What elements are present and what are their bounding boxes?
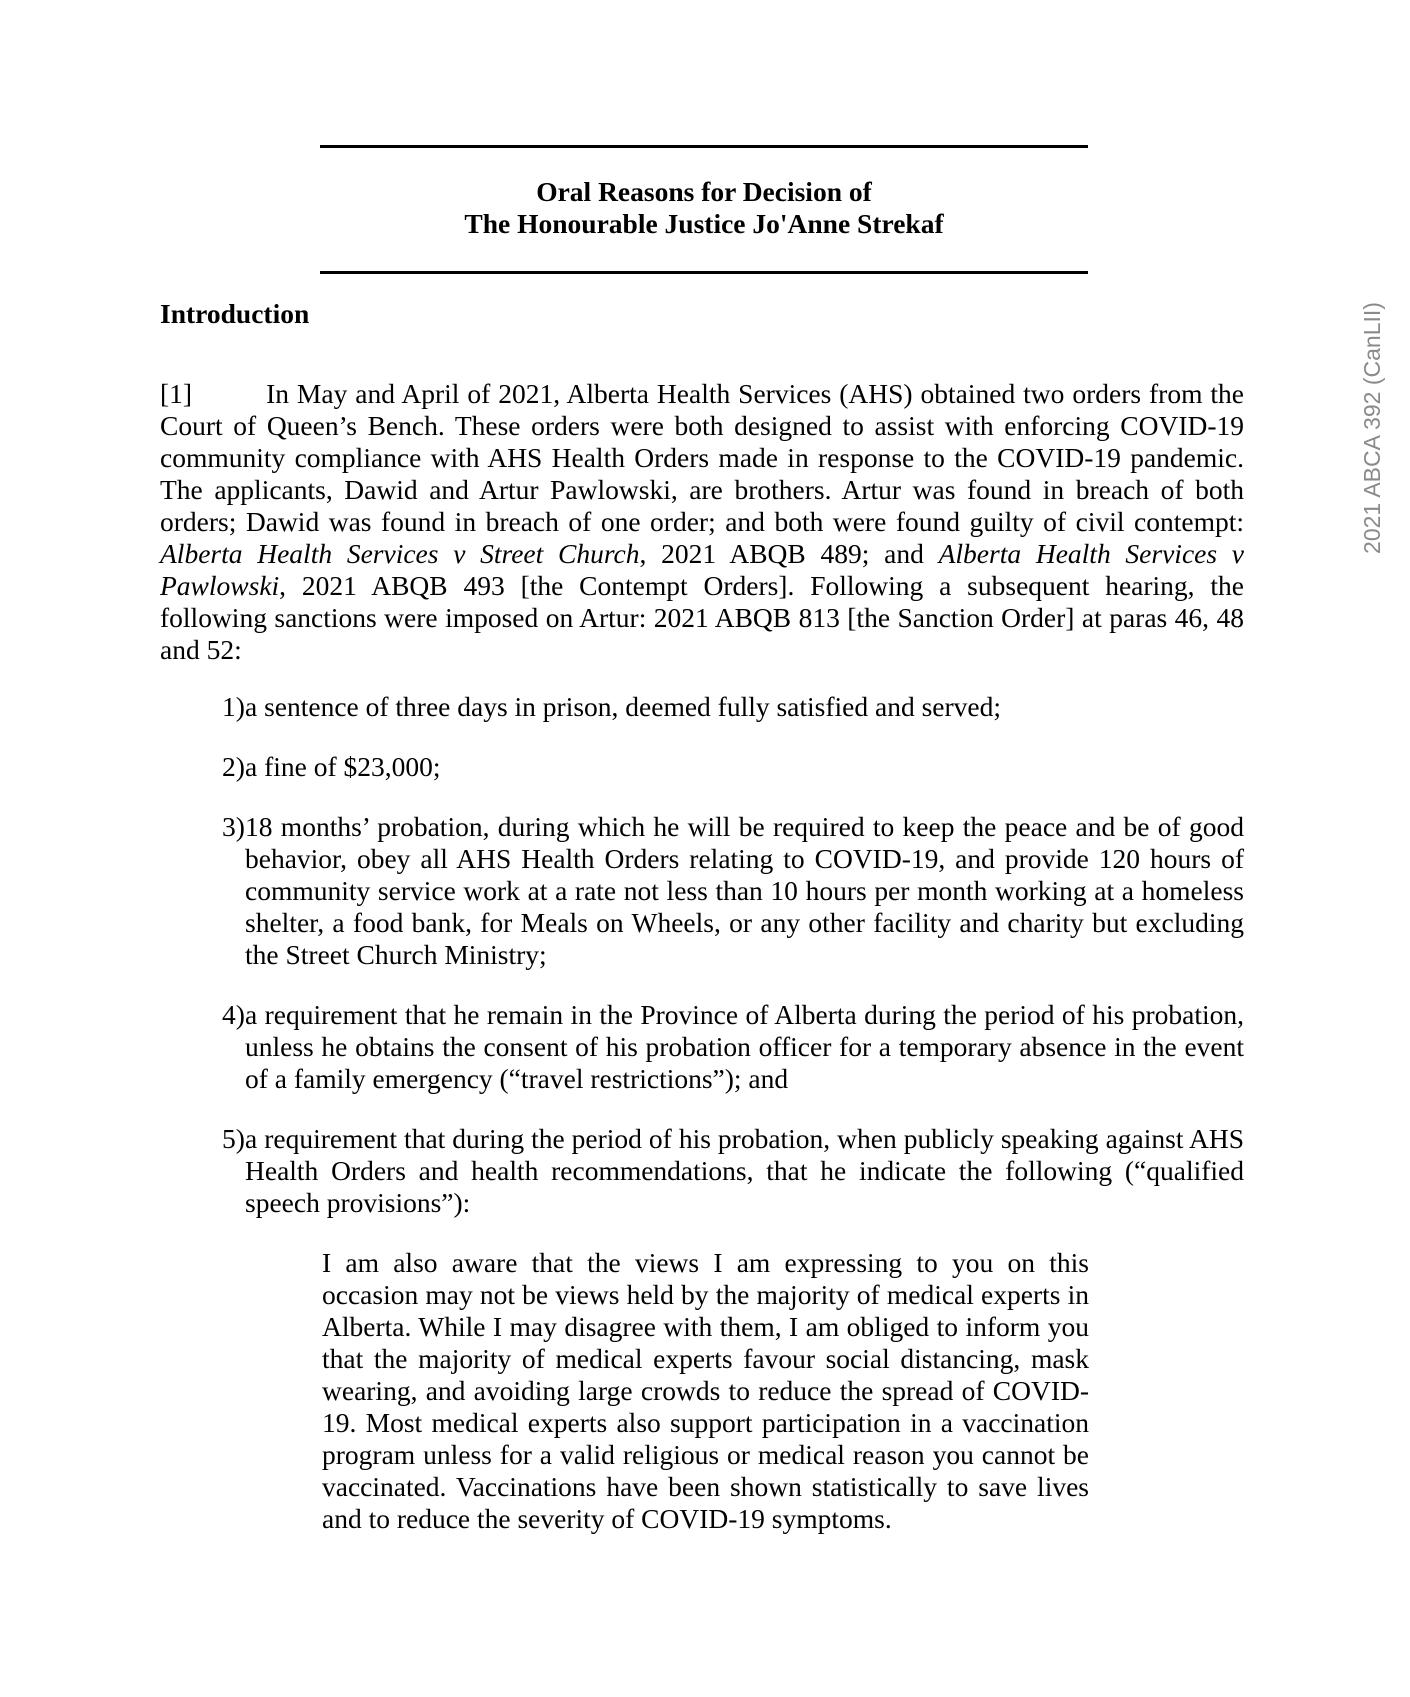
title-line-2: The Honourable Justice Jo'Anne Strekaf [464,208,944,239]
paragraph-number: [1] [160,378,193,409]
sanction-item [222,691,1244,723]
paragraph-text-run: , 2021 ABQB 493 [the Contempt Orders]. Following a subsequent hearing, the following sanctions were imposed on Artur: 2021 ABQB 813 [the Sanction Order] at paras 46, 48 and 52: [160,570,1244,665]
paragraph-text-run: In May and April of 2021, Alberta Health Services (AHS) obtained two orders from the Court of Queen’s Bench. These orders were both designed to assist with enforcing COVID-19 community compliance with AHS Health Orders made in response to the COVID-19 pandemic. The applicants, Dawid and Artur Pawlowski, are brothers. Artur was found in breach of both orders; Dawid was found in breach of one order; and both were found guilty of civil contempt: [160,378,1244,537]
canlii-citation-sidebar: 2021 ABCA 392 (CanLII) [1359,302,1385,554]
case-citation-italic: Alberta Health Services v Street Church [160,538,640,569]
case-citation-italic: Alberta Health Services v Pawlowski [160,538,1245,601]
sanction-item-text: a requirement that he remain in the Province of Alberta during the period of his probation, unless he obtains the consent of his probation officer for a temporary absence in the event of a family emergency (“travel restrictions”); and [245,999,1244,1094]
paragraph-1-text [160,378,1244,665]
sanction-item-text: a sentence of three days in prison, deemed fully satisfied and served; [245,691,1001,722]
sanction-item-number: 2) [222,751,245,782]
sanction-item-number: 5) [222,1123,245,1154]
sanction-item-number: 1) [222,691,245,722]
sanction-item-text: a requirement that during the period of his probation, when publicly speaking against AHS Health Orders and health recommendations, that he indicate the following (“qualified speech provisions”): [245,1123,1244,1218]
header-rule-bottom [320,271,1088,274]
document-body [160,378,1244,1535]
paragraph-text-run: , 2021 ABQB 489; and [639,538,939,569]
sanction-item [222,751,1244,783]
decision-header [320,145,1088,274]
sanctions-list [160,691,1244,1219]
sanction-item [222,1123,1244,1219]
decision-title [320,148,1088,271]
paragraph-1 [160,378,1244,666]
sanction-item-number: 4) [222,999,245,1030]
sanction-item [222,999,1244,1095]
title-line-1: Oral Reasons for Decision of [536,176,872,207]
sanction-item [222,811,1244,971]
sanction-item-text: 18 months’ probation, during which he will be required to keep the peace and be of good behavior, obey all AHS Health Orders relating to COVID-19, and provide 120 hours of community service work at a rate not less than 10 hours per month working at a homeless shelter, a food bank, for Meals on Wheels, or any other facility and charity but excluding the Street Church Ministry; [245,811,1244,970]
sanction-item-number: 3) [222,811,245,842]
qualified-speech-quote: I am also aware that the views I am expressing to you on this occasion may not be views held by the majority of medical experts in Alberta. While I may disagree with them, I am obliged to inform you that the majority of medical experts favour social distancing, mask wearing, and avoiding large crowds to reduce the spread of COVID-19. Most medical experts also support participation in a vaccination program unless for a valid religious or medical reason you cannot be vaccinated. Vaccinations have been shown statistically to save lives and to reduce the severity of COVID-19 symptoms. [322,1247,1089,1534]
section-heading-introduction: Introduction [160,298,310,329]
sanction-item-text: a fine of $23,000; [245,751,441,782]
